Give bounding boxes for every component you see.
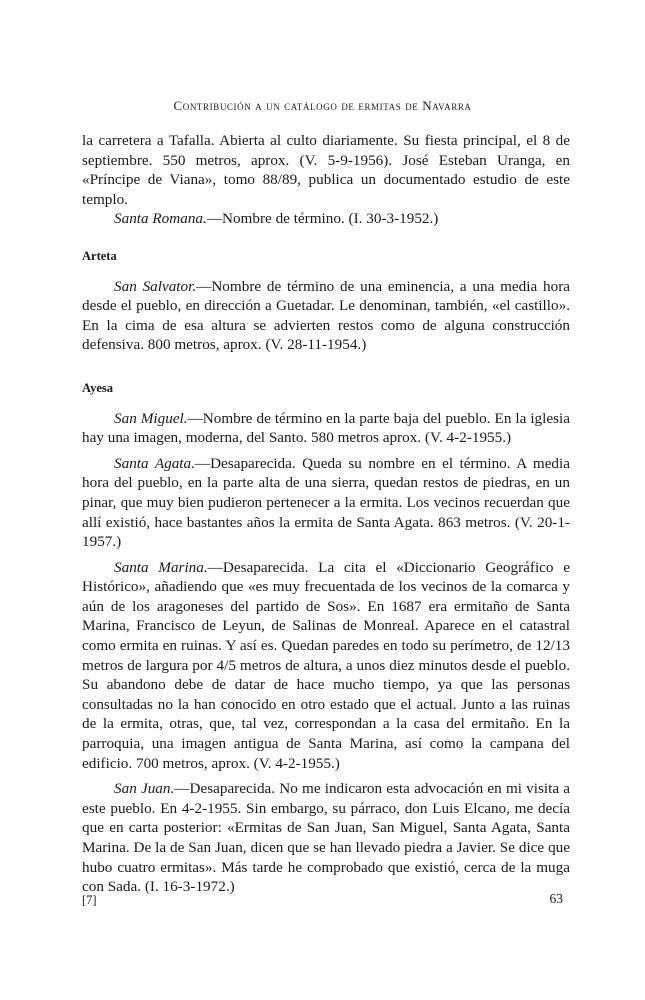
entry-title: San Miguel.	[114, 409, 188, 427]
section-heading-arteta: Arteta	[82, 248, 117, 263]
footer-reference: [7]	[82, 893, 97, 907]
entry-santa-agata	[82, 454, 570, 552]
entry-text: —Nombre de término. (I. 30-3-1952.)	[206, 210, 439, 228]
entry-text: —Desaparecida. No me indicaron esta advocación en mi visita a este pueblo. En 4-2-1955. Sin embargo, su párraco, don Luis Elcano, me decía que en carta posterior: «Ermitas de San Juan, San Miguel, Santa Agata, Santa Marina. De la de San Juan, dicen que se han llevado piedra a Javier. Se dice que hubo cuatro ermitas». Más tarde he comprobado que existió, cerca de la muga con Sada. (I. 16-3-1972.)	[82, 780, 570, 896]
entry-text: —Desaparecida. Queda su nombre en el término. A media hora del pueblo, en la parte alta de una sierra, quedan restos de piedras, en un pinar, que muy bien pudieron pertenecer a la ermita. Los vecinos recuerdan que allí existió, hace bastantes años la ermita de Santa Agata. 863 metros. (V. 20-1-1957.)	[82, 454, 570, 551]
intro-paragraph: la carretera a Tafalla. Abierta al culto diariamente. Su fiesta principal, el 8 de septiembre. 550 metros, aprox. (V. 5-9-1956). José Esteban Uranga, en «Príncipe de Viana», tomo 88/89, publica un documentado estudio de este templo.	[82, 132, 570, 208]
entry-title: San Salvator.	[114, 277, 197, 295]
entry-san-salvator	[82, 277, 570, 355]
entry-san-miguel	[82, 409, 570, 448]
entry-san-juan	[82, 779, 570, 897]
entry-santa-romana	[82, 209, 570, 229]
entry-title: San Juan.	[114, 780, 175, 798]
entry-title: Santa Romana.	[114, 210, 207, 228]
entry-text: —Nombre de término en la parte baja del pueblo. En la iglesia hay una imagen, moderna, del Santo. 580 metros aprox. (V. 4-2-1955.)	[82, 409, 570, 447]
entry-santa-marina	[82, 558, 570, 774]
entry-text: —Nombre de término de una eminencia, a una media hora desde el pueblo, en dirección a Guetadar. Le denominan, también, «el castillo». En la cima de esa altura se advierten restos como de alguna construcción defensiva. 800 metros, aprox. (V. 28-11-1954.)	[82, 277, 570, 354]
section-heading-ayesa: Ayesa	[82, 380, 114, 395]
entry-title: Santa Agata.	[114, 454, 195, 472]
entry-text: —Desaparecida. La cita el «Diccionario Geográfico e Histórico», añadiendo que «es muy frecuentada de los vecinos de la comarca y aún de los aragoneses del partido de Sos». En 1687 era ermitaño de Santa Marina, Francisco de Leyun, de Salinas de Monreal. Aparece en el catastral como ermita en ruinas. Y así es. Quedan paredes en todo su perímetro, de 12/13 metros de largura por 4/5 metros de altura, a unos diez minutos desde el pueblo. Su abandono debe de datar de hace mucho tiempo, ya que las personas consultadas no la han conocido en otro estado que el actual. Junto a las ruinas de la ermita, otras, que, tal vez, correspondan a la casa del ermitaño. En la parroquia, una imagen antigua de Santa Marina, así como la campana del edificio. 700 metros, aprox. (V. 4-2-1955.)	[82, 558, 570, 772]
body-text	[82, 131, 570, 897]
entry-title: Santa Marina.	[114, 558, 208, 576]
running-head: Contribución a un catálogo de ermitas de Navarra	[173, 98, 472, 113]
page-number: 63	[549, 891, 563, 906]
